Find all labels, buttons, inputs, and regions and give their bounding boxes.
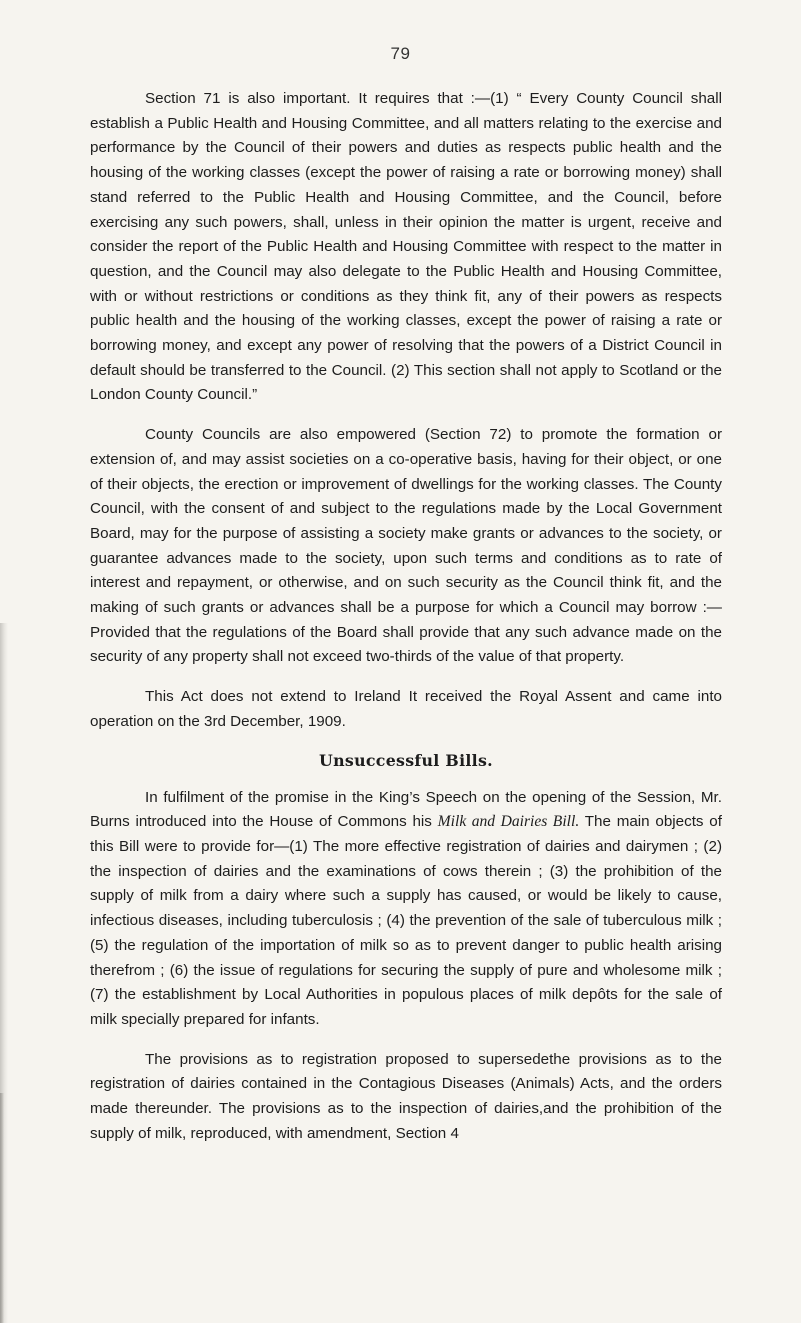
bill-paragraph-intro: In fulfilment of the promise in the King’s Speech on the opening of the Session, Mr. Burns introduced into the House of Commons his <box>90 788 722 831</box>
paragraph-registration-provisions: The provisions as to registration proposed to supersedethe provisions as to the registration of dairies contained in the Contagious Diseases (Animals) Acts, and the orders made thereunder. The provisions as to the inspection of dairies,and the prohibition of the supply of milk, reproduced, with amendment, Section 4 <box>90 1050 722 1142</box>
page-number: 79 <box>390 44 411 63</box>
paragraph-act-extent: This Act does not extend to Ireland It received the Royal Assent and came into operation on the 3rd December, 1909. <box>90 688 722 730</box>
scan-edge-dark <box>0 1093 4 1323</box>
paragraph-milk-dairies-bill <box>90 786 722 1033</box>
section-heading-unsuccessful-bills: Unsuccessful Bills. <box>319 750 493 770</box>
bill-paragraph-objects: The main objects of this Bill were to provide for—(1) The more effective registration of dairies and dairymen ; (2) the inspection of dairies and the examinations of cows therein ; (3) the prohibition of the supply of milk from a dairy where such a supply has caused, or would be likely to cause, infectious diseases, including tuberculosis ; (4) the prevention of the sale of tuberculous milk ; (5) the regulation of the importation of milk so as to prevent danger to public health arising therefrom ; (6) the issue of regulations for securing the supply of pure and wholesome milk ; (7) the establishment by Local Authorities in populous places of milk depôts for the sale of milk specially prepared for infants. <box>90 813 722 1028</box>
paragraph-section-71: Section 71 is also important. It requires that :—(1) “ Every County Council shall establish a Public Health and Housing Committee, and all matters relating to the exercise and performance by the Council of their powers and duties as respects public health and the housing of the working classes (except the power of raising a rate or borrowing money) shall stand referred to the Public Health and Housing Committee, and the Council, before exercising any such powers, shall, unless in their opinion the matter is urgent, receive and consider the report of the Public Health and Housing Committee with respect to the matter in question, and the Council may also delegate to the Public Health and Housing Committee, with or without restrictions or conditions as they think fit, any of their powers as respects public health and the housing of the working classes, except the power of raising a rate or borrowing money, and except any power of resolving that the powers of a District Council in default should be transferred to the Council. (2) This section shall not apply to Scotland or the London County Council.” <box>90 90 722 404</box>
paragraph-county-councils: County Councils are also empowered (Section 72) to promote the formation or extension of, and may assist societies on a co-operative basis, having for their object, or one of their objects, the erection or improvement of dwellings for the working classes. The County Council, with the consent of and subject to the regulations made by the Local Government Board, may for the purpose of assisting a society make grants or advances to the society, or guarantee advances made to the society, upon such terms and conditions as to rate of interest and repayment, or otherwise, and on such security as the Council think fit, and the making of such grants or advances shall be a purpose for which a Council may borrow :—Provided that the regulations of the Board shall provide that any such advance made on the security of any property shall not exceed two-thirds of the value of that property. <box>90 426 722 666</box>
page-body <box>90 87 722 1161</box>
bill-title: Milk and Dairies Bill. <box>437 813 580 831</box>
